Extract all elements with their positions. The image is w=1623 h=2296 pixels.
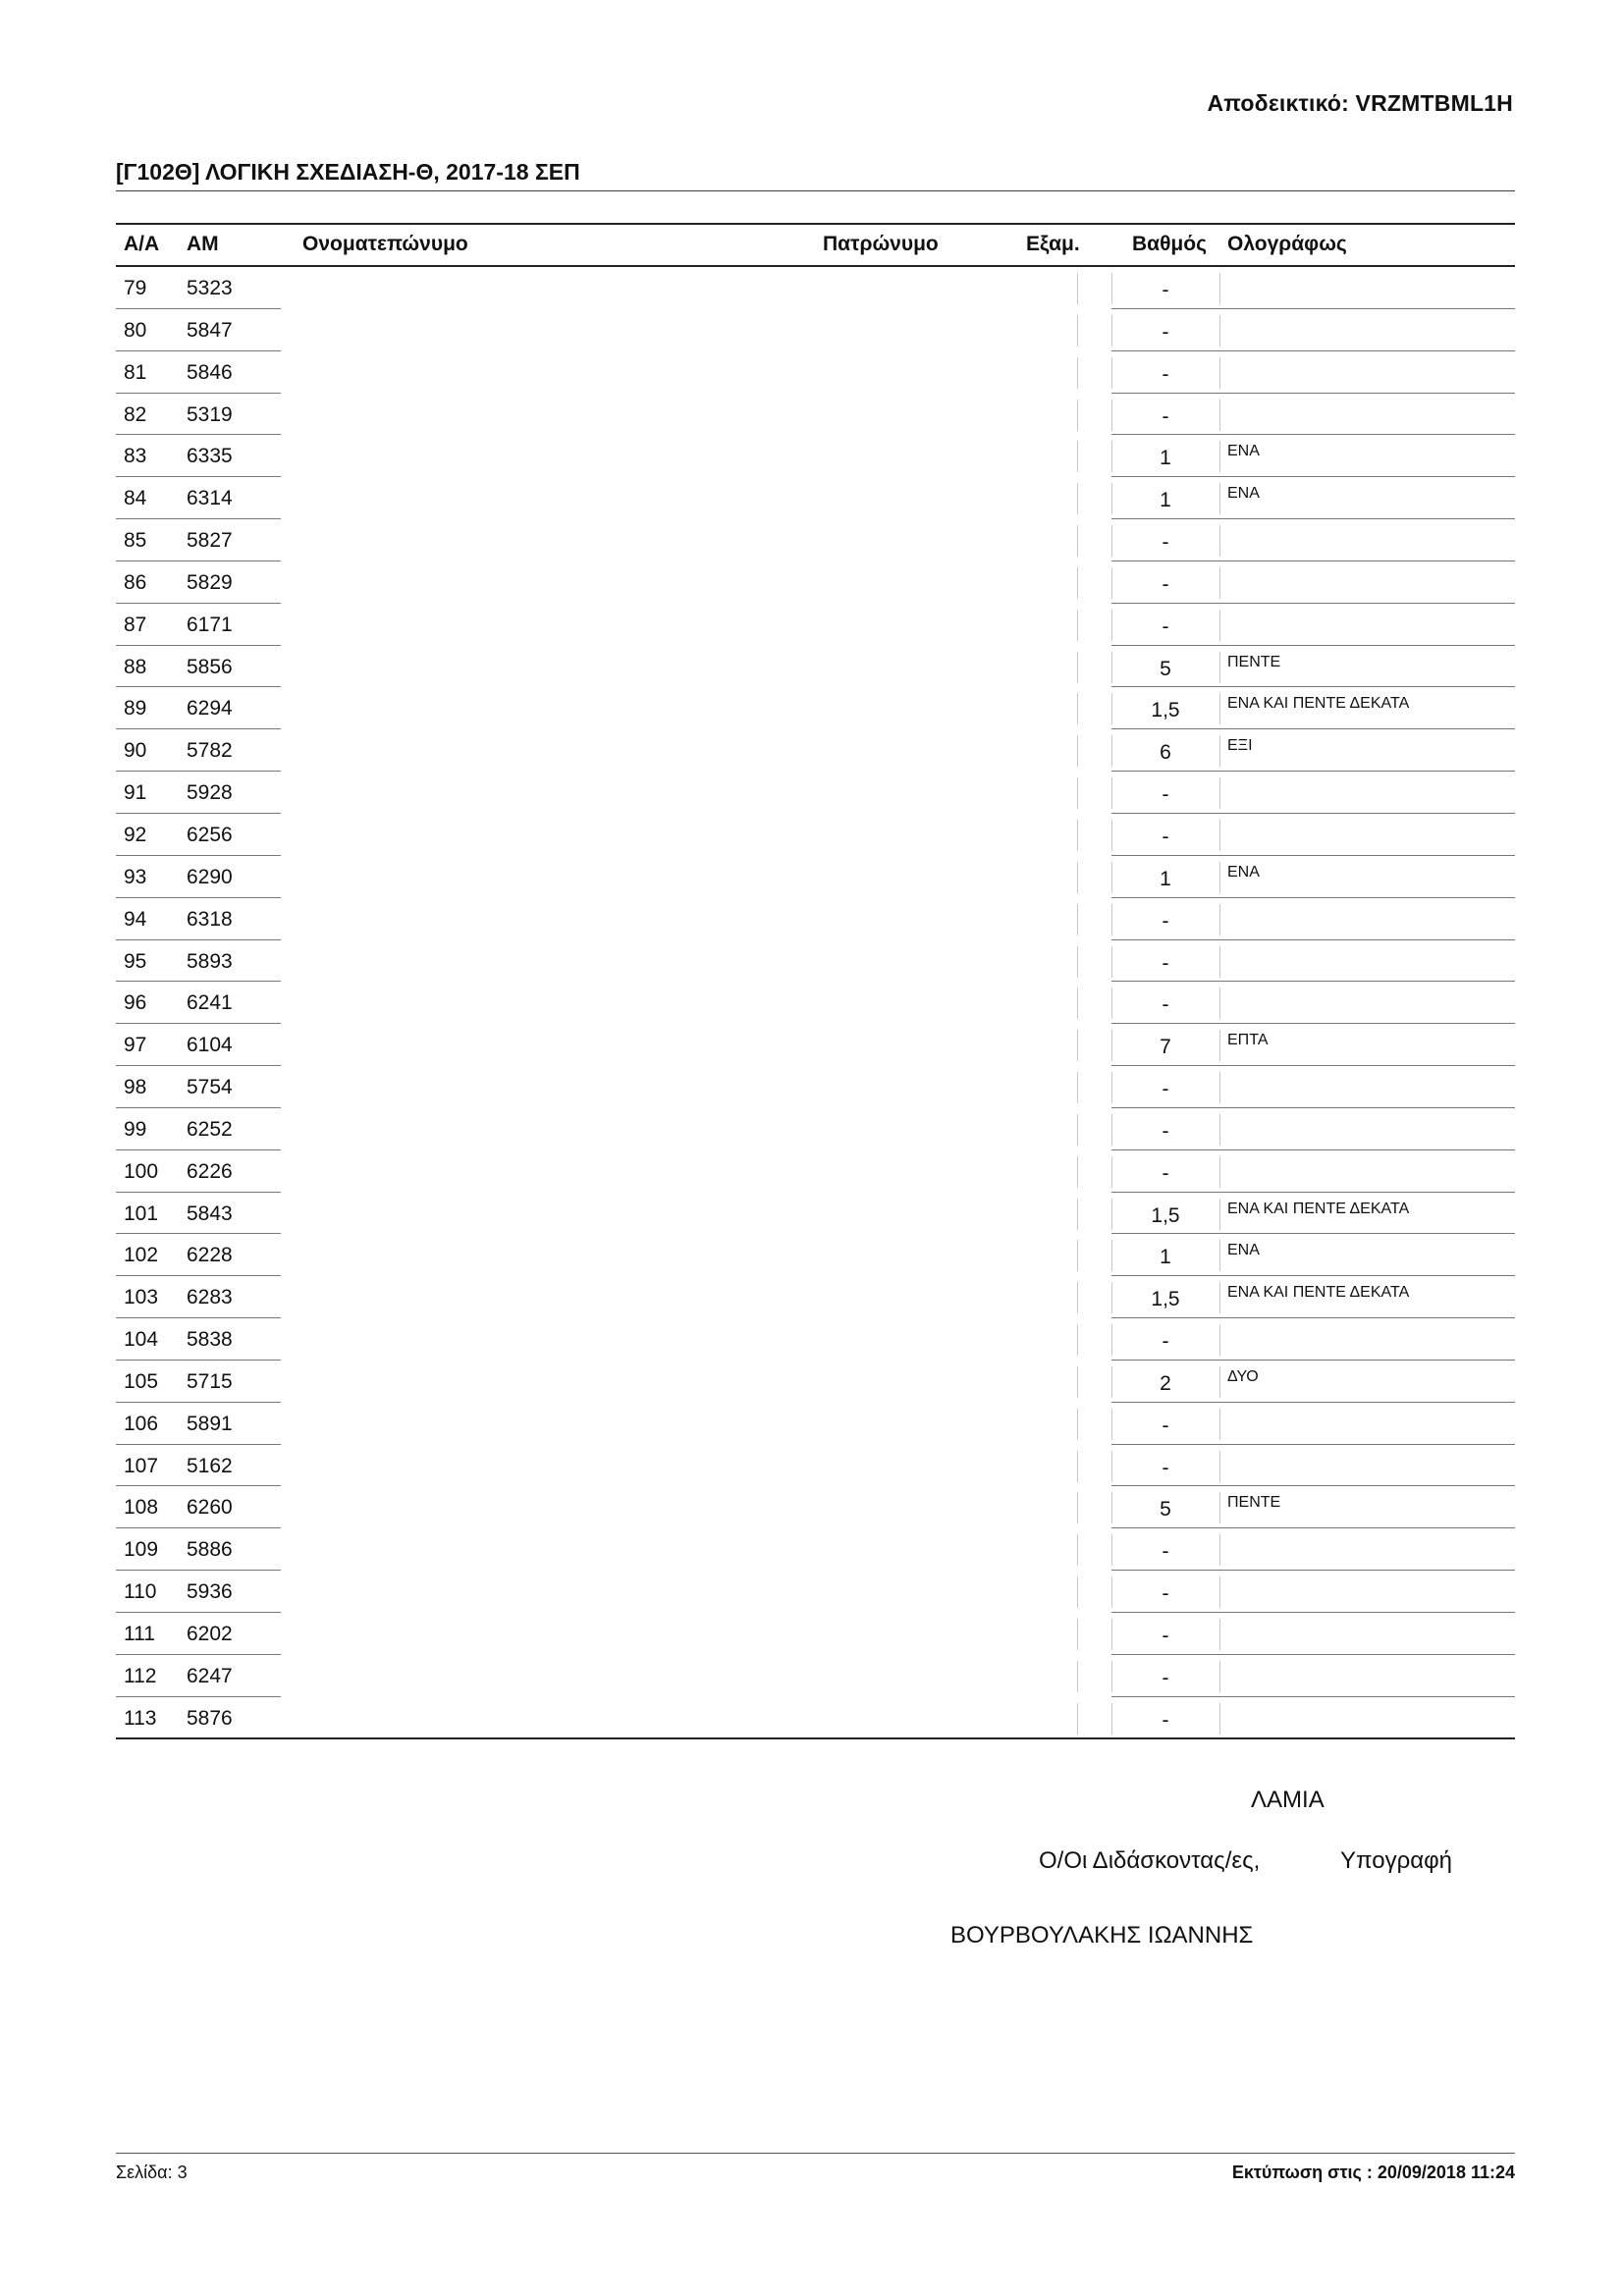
column-header-grade-words: Ολογράφως	[1227, 233, 1347, 255]
row-grade-words: ΕΝΑ	[1227, 863, 1260, 881]
row-grade: -	[1162, 1708, 1169, 1732]
row-aa: 83	[124, 445, 147, 468]
table-row	[116, 309, 1515, 351]
row-am: 6335	[187, 445, 233, 468]
table-row	[116, 1486, 1515, 1528]
grade-cell-divider	[1111, 1534, 1112, 1566]
row-am: 6202	[187, 1623, 233, 1645]
grade-words-cell-divider	[1219, 315, 1220, 347]
grade-words-cell-divider	[1219, 1030, 1220, 1061]
row-am: 5715	[187, 1369, 233, 1393]
row-aa: 94	[124, 907, 147, 931]
signature-label: Υπογραφή	[1340, 1847, 1453, 1874]
grade-words-cell-divider	[1219, 1366, 1220, 1398]
grade-words-cell-divider	[1219, 904, 1220, 935]
grade-words-cell-divider	[1219, 1451, 1220, 1482]
grade-cell-divider	[1111, 1366, 1112, 1398]
row-am: 6228	[187, 1244, 233, 1267]
grade-words-cell-divider	[1219, 525, 1220, 557]
grade-cell-divider	[1111, 525, 1112, 557]
semester-cell-divider	[1077, 1114, 1078, 1146]
row-aa: 86	[124, 570, 147, 594]
grade-words-cell-divider	[1219, 1534, 1220, 1566]
grade-cell-divider	[1111, 946, 1112, 978]
row-aa: 87	[124, 613, 147, 636]
row-aa: 91	[124, 781, 147, 805]
grade-words-cell-divider	[1219, 777, 1220, 809]
row-am: 5886	[187, 1538, 233, 1562]
row-aa: 80	[124, 318, 147, 342]
row-grade-words: ΔΥΟ	[1227, 1367, 1259, 1385]
semester-cell-divider	[1077, 904, 1078, 935]
table-row	[116, 772, 1515, 814]
grade-words-cell-divider	[1219, 567, 1220, 599]
grade-cell-divider	[1111, 1576, 1112, 1608]
row-grade: -	[1162, 614, 1169, 638]
row-grade: 7	[1160, 1036, 1171, 1059]
grades-table	[116, 223, 1515, 1739]
grade-cell-divider	[1111, 1703, 1112, 1735]
table-row	[116, 561, 1515, 604]
grade-cell-divider	[1111, 820, 1112, 851]
row-am: 5891	[187, 1412, 233, 1435]
row-grade: -	[1162, 1330, 1169, 1354]
row-grade: -	[1162, 1540, 1169, 1564]
row-am: 5829	[187, 570, 233, 594]
row-am: 5838	[187, 1328, 233, 1352]
teacher-name: ΒΟΥΡΒΟΥΛΑΚΗΣ ΙΩΑΝΝΗΣ	[950, 1922, 1254, 1949]
row-aa: 81	[124, 360, 147, 384]
row-grade: -	[1162, 1625, 1169, 1647]
semester-cell-divider	[1077, 820, 1078, 851]
row-aa: 93	[124, 865, 147, 888]
grade-cell-divider	[1111, 315, 1112, 347]
semester-cell-divider	[1077, 273, 1078, 304]
row-am: 6252	[187, 1117, 233, 1141]
row-grade-words: ΕΝΑ ΚΑΙ ΠΕΝΤΕ ΔΕΚΑΤΑ	[1227, 695, 1410, 713]
row-am: 5856	[187, 655, 233, 678]
table-row	[116, 1234, 1515, 1276]
teacher-label: Ο/Οι Διδάσκοντας/ες,	[1039, 1847, 1261, 1874]
semester-cell-divider	[1077, 1619, 1078, 1650]
grade-words-cell-divider	[1219, 1114, 1220, 1146]
grade-words-cell-divider	[1219, 735, 1220, 767]
row-aa: 99	[124, 1117, 147, 1141]
row-aa: 82	[124, 402, 147, 426]
semester-cell-divider	[1077, 1240, 1078, 1271]
semester-cell-divider	[1077, 400, 1078, 431]
row-grade: 1	[1160, 489, 1171, 512]
semester-cell-divider	[1077, 1282, 1078, 1313]
grade-words-cell-divider	[1219, 400, 1220, 431]
semester-cell-divider	[1077, 988, 1078, 1019]
grade-cell-divider	[1111, 735, 1112, 767]
table-row	[116, 604, 1515, 646]
row-grade: -	[1162, 1078, 1169, 1101]
semester-cell-divider	[1077, 1072, 1078, 1103]
grade-cell-divider	[1111, 610, 1112, 641]
grade-cell-divider	[1111, 441, 1112, 472]
grade-words-cell-divider	[1219, 693, 1220, 724]
grade-cell-divider	[1111, 1199, 1112, 1230]
table-row	[116, 1655, 1515, 1697]
table-row	[116, 646, 1515, 688]
table-row	[116, 687, 1515, 729]
row-aa: 102	[124, 1244, 159, 1267]
grade-cell-divider	[1111, 1240, 1112, 1271]
grade-words-cell-divider	[1219, 610, 1220, 641]
semester-cell-divider	[1077, 1366, 1078, 1398]
row-grade-words: ΕΝΑ	[1227, 443, 1260, 460]
row-grade: -	[1162, 362, 1169, 386]
column-header-am: ΑΜ	[187, 233, 219, 255]
table-row	[116, 1613, 1515, 1655]
semester-cell-divider	[1077, 567, 1078, 599]
semester-cell-divider	[1077, 777, 1078, 809]
table-bottom-rule	[116, 1737, 1515, 1739]
row-aa: 107	[124, 1454, 159, 1477]
grade-cell-divider	[1111, 1324, 1112, 1356]
row-aa: 109	[124, 1538, 159, 1562]
row-am: 6318	[187, 907, 233, 931]
grade-words-cell-divider	[1219, 441, 1220, 472]
row-aa: 112	[124, 1664, 157, 1687]
row-grade-words: ΠΕΝΤΕ	[1227, 1494, 1281, 1512]
table-row	[116, 1066, 1515, 1108]
row-grade: -	[1162, 1119, 1169, 1143]
row-grade: -	[1162, 320, 1169, 344]
grade-cell-divider	[1111, 1282, 1112, 1313]
column-header-semester: Εξαμ.	[1026, 233, 1080, 255]
grade-cell-divider	[1111, 693, 1112, 724]
print-timestamp: Εκτύπωση στις : 20/09/2018 11:24	[1231, 2163, 1515, 2182]
table-row	[116, 940, 1515, 983]
row-aa: 96	[124, 991, 147, 1015]
table-row	[116, 729, 1515, 772]
row-grade: -	[1162, 1456, 1169, 1479]
grade-cell-divider	[1111, 862, 1112, 893]
column-header-grade: Βαθμός	[1132, 233, 1208, 255]
row-aa: 113	[124, 1706, 157, 1730]
semester-cell-divider	[1077, 693, 1078, 724]
semester-cell-divider	[1077, 652, 1078, 683]
grade-cell-divider	[1111, 1409, 1112, 1440]
row-grade: -	[1162, 993, 1169, 1017]
grade-cell-divider	[1111, 777, 1112, 809]
row-am: 5893	[187, 949, 233, 973]
table-row	[116, 1193, 1515, 1235]
table-row	[116, 898, 1515, 940]
row-am: 5754	[187, 1076, 233, 1099]
row-am: 6171	[187, 613, 233, 636]
row-aa: 108	[124, 1496, 159, 1520]
semester-cell-divider	[1077, 1703, 1078, 1735]
column-header-aa: Α/Α	[124, 233, 160, 255]
row-grade: -	[1162, 531, 1169, 555]
row-aa: 85	[124, 529, 147, 553]
row-aa: 103	[124, 1286, 159, 1309]
grade-cell-divider	[1111, 1156, 1112, 1188]
row-am: 5843	[187, 1201, 233, 1225]
table-row	[116, 1403, 1515, 1445]
semester-cell-divider	[1077, 525, 1078, 557]
table-row	[116, 1024, 1515, 1066]
row-grade: 1	[1160, 867, 1171, 890]
row-grade-words: ΕΝΑ ΚΑΙ ΠΕΝΤΕ ΔΕΚΑΤΑ	[1227, 1284, 1410, 1302]
row-am: 6294	[187, 697, 233, 721]
semester-cell-divider	[1077, 1534, 1078, 1566]
row-grade-words: ΕΠΤΑ	[1227, 1032, 1269, 1049]
row-grade-words: ΕΞΙ	[1227, 737, 1253, 755]
semester-cell-divider	[1077, 1576, 1078, 1608]
grade-cell-divider	[1111, 567, 1112, 599]
row-am: 6283	[187, 1286, 233, 1309]
grade-cell-divider	[1111, 357, 1112, 389]
row-grade-words: ΕΝΑ	[1227, 1242, 1260, 1259]
semester-cell-divider	[1077, 946, 1078, 978]
table-row	[116, 1150, 1515, 1193]
row-am: 5782	[187, 739, 233, 763]
row-am: 5162	[187, 1454, 233, 1477]
row-aa: 97	[124, 1034, 147, 1057]
row-grade: -	[1162, 951, 1169, 975]
row-am: 6241	[187, 991, 233, 1015]
row-am: 5846	[187, 360, 233, 384]
table-row	[116, 1276, 1515, 1318]
table-row	[116, 814, 1515, 856]
grade-words-cell-divider	[1219, 483, 1220, 514]
semester-cell-divider	[1077, 441, 1078, 472]
row-grade-words: ΠΕΝΤΕ	[1227, 653, 1281, 670]
grade-cell-divider	[1111, 988, 1112, 1019]
row-am: 5323	[187, 277, 233, 299]
semester-cell-divider	[1077, 1492, 1078, 1523]
grade-words-cell-divider	[1219, 946, 1220, 978]
semester-cell-divider	[1077, 1324, 1078, 1356]
table-body	[116, 267, 1515, 1739]
row-am: 6314	[187, 487, 233, 510]
signature-place: ΛΑΜΙΑ	[1251, 1787, 1325, 1813]
row-am: 5319	[187, 402, 233, 426]
row-aa: 105	[124, 1369, 159, 1393]
row-aa: 110	[124, 1580, 157, 1604]
row-am: 5876	[187, 1706, 233, 1730]
grade-cell-divider	[1111, 652, 1112, 683]
grade-words-cell-divider	[1219, 1072, 1220, 1103]
grade-words-cell-divider	[1219, 988, 1220, 1019]
row-aa: 100	[124, 1159, 159, 1183]
row-grade-words: ΕΝΑ	[1227, 485, 1260, 503]
row-grade: -	[1162, 1666, 1169, 1689]
semester-cell-divider	[1077, 483, 1078, 514]
row-grade: 2	[1160, 1371, 1171, 1395]
row-am: 5827	[187, 529, 233, 553]
table-row	[116, 267, 1515, 309]
row-grade: -	[1162, 909, 1169, 933]
title-divider	[116, 190, 1515, 191]
grade-words-cell-divider	[1219, 1492, 1220, 1523]
table-row	[116, 351, 1515, 394]
grade-words-cell-divider	[1219, 357, 1220, 389]
row-grade: 1,5	[1151, 699, 1180, 722]
table-row	[116, 1528, 1515, 1571]
semester-cell-divider	[1077, 735, 1078, 767]
row-am: 6290	[187, 865, 233, 888]
row-grade: -	[1162, 1414, 1169, 1437]
row-grade: -	[1162, 825, 1169, 848]
course-title: [Γ102Θ] ΛΟΓΙΚΗ ΣΧΕΔΙΑΣΗ-Θ, 2017-18 ΣΕΠ	[116, 159, 580, 185]
semester-cell-divider	[1077, 1156, 1078, 1188]
grade-words-cell-divider	[1219, 1619, 1220, 1650]
grade-cell-divider	[1111, 1114, 1112, 1146]
column-header-father: Πατρώνυμο	[823, 233, 939, 255]
grade-words-cell-divider	[1219, 1703, 1220, 1735]
row-aa: 92	[124, 823, 147, 846]
row-grade: 5	[1160, 1498, 1171, 1522]
column-header-name: Ονοματεπώνυμο	[302, 233, 468, 255]
row-am: 5936	[187, 1580, 233, 1604]
semester-cell-divider	[1077, 1030, 1078, 1061]
grade-words-cell-divider	[1219, 1240, 1220, 1271]
row-am: 5928	[187, 781, 233, 805]
row-aa: 79	[124, 277, 147, 299]
table-header	[116, 223, 1515, 267]
row-aa: 98	[124, 1076, 147, 1099]
row-aa: 90	[124, 739, 147, 763]
table-row	[116, 1361, 1515, 1403]
table-row	[116, 1697, 1515, 1739]
semester-cell-divider	[1077, 610, 1078, 641]
table-row	[116, 1108, 1515, 1150]
grade-words-cell-divider	[1219, 1576, 1220, 1608]
row-aa: 101	[124, 1201, 159, 1225]
row-grade: 6	[1160, 741, 1171, 765]
row-grade: 1,5	[1151, 1203, 1180, 1227]
table-row	[116, 982, 1515, 1024]
receipt-code: Αποδεικτικό: VRZMTBML1H	[1207, 90, 1513, 116]
grade-words-cell-divider	[1219, 820, 1220, 851]
row-grade-words: ΕΝΑ ΚΑΙ ΠΕΝΤΕ ΔΕΚΑΤΑ	[1227, 1200, 1410, 1217]
grade-cell-divider	[1111, 1492, 1112, 1523]
grade-cell-divider	[1111, 1072, 1112, 1103]
table-row	[116, 435, 1515, 477]
semester-cell-divider	[1077, 1451, 1078, 1482]
row-aa: 104	[124, 1328, 159, 1352]
row-aa: 95	[124, 949, 147, 973]
grade-cell-divider	[1111, 1619, 1112, 1650]
page-number: Σελίδα: 3	[116, 2163, 188, 2182]
grade-words-cell-divider	[1219, 1282, 1220, 1313]
row-aa: 89	[124, 697, 147, 721]
grade-cell-divider	[1111, 400, 1112, 431]
row-am: 6260	[187, 1496, 233, 1520]
table-row	[116, 1445, 1515, 1487]
grade-words-cell-divider	[1219, 1661, 1220, 1692]
semester-cell-divider	[1077, 1661, 1078, 1692]
row-grade: -	[1162, 1582, 1169, 1606]
row-grade: -	[1162, 1161, 1169, 1185]
table-row	[116, 856, 1515, 898]
row-am: 6256	[187, 823, 233, 846]
grade-words-cell-divider	[1219, 1409, 1220, 1440]
grade-words-cell-divider	[1219, 1324, 1220, 1356]
row-am: 6247	[187, 1664, 233, 1687]
table-row	[116, 477, 1515, 519]
grade-words-cell-divider	[1219, 1199, 1220, 1230]
row-grade: -	[1162, 279, 1169, 301]
row-grade: 1,5	[1151, 1288, 1180, 1311]
semester-cell-divider	[1077, 862, 1078, 893]
row-grade: -	[1162, 572, 1169, 596]
semester-cell-divider	[1077, 1409, 1078, 1440]
row-aa: 111	[124, 1623, 155, 1645]
footer-divider	[116, 2153, 1515, 2154]
row-grade: 1	[1160, 1246, 1171, 1269]
semester-cell-divider	[1077, 1199, 1078, 1230]
table-row	[116, 519, 1515, 561]
table-row	[116, 1571, 1515, 1613]
semester-cell-divider	[1077, 315, 1078, 347]
row-aa: 106	[124, 1412, 159, 1435]
grade-cell-divider	[1111, 1030, 1112, 1061]
grade-words-cell-divider	[1219, 1156, 1220, 1188]
row-grade: -	[1162, 404, 1169, 428]
grade-cell-divider	[1111, 1661, 1112, 1692]
table-row	[116, 1318, 1515, 1361]
row-am: 6104	[187, 1034, 233, 1057]
row-am: 6226	[187, 1159, 233, 1183]
grade-cell-divider	[1111, 1451, 1112, 1482]
grade-cell-divider	[1111, 483, 1112, 514]
grade-words-cell-divider	[1219, 273, 1220, 304]
grade-words-cell-divider	[1219, 862, 1220, 893]
table-row	[116, 394, 1515, 436]
row-grade: 5	[1160, 657, 1171, 680]
row-aa: 88	[124, 655, 147, 678]
semester-cell-divider	[1077, 357, 1078, 389]
grade-cell-divider	[1111, 273, 1112, 304]
grade-words-cell-divider	[1219, 652, 1220, 683]
grade-cell-divider	[1111, 904, 1112, 935]
row-aa: 84	[124, 487, 147, 510]
row-grade: 1	[1160, 447, 1171, 470]
row-am: 5847	[187, 318, 233, 342]
row-grade: -	[1162, 783, 1169, 807]
